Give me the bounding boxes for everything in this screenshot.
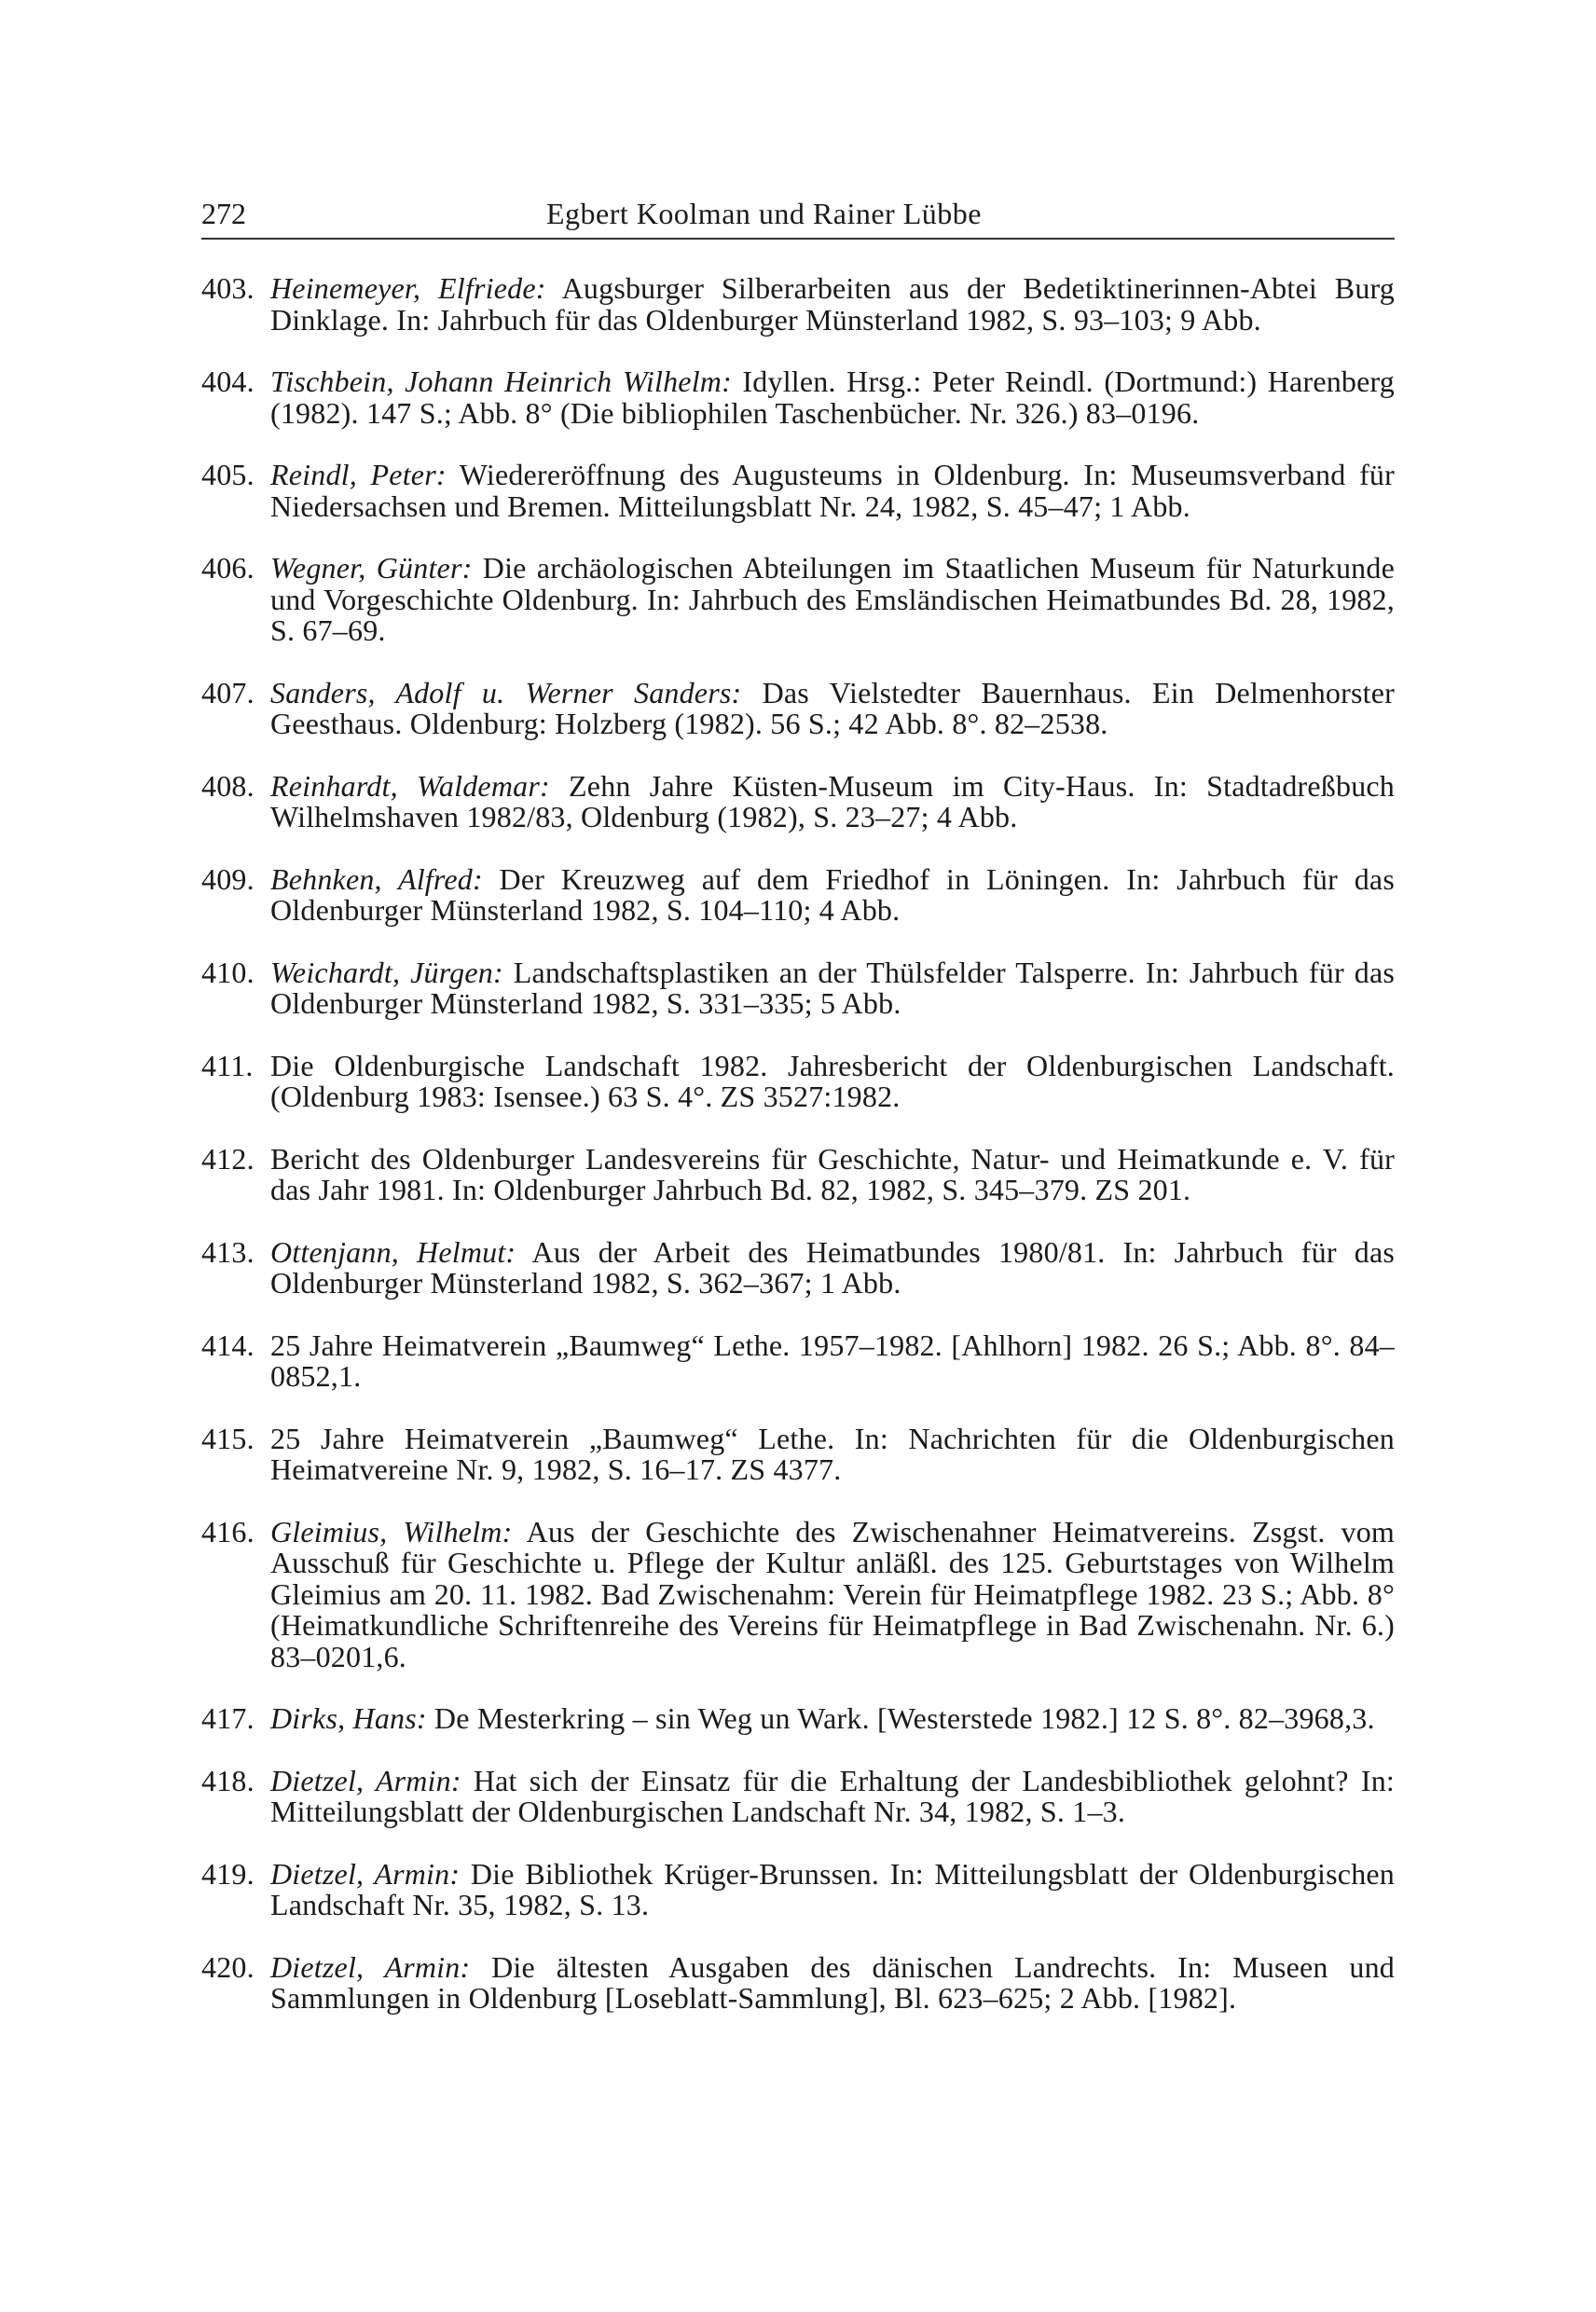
bibliography-entry — [201, 861, 1395, 927]
bibliography-entry — [201, 460, 1395, 522]
entry-text: Augsburger Silberarbeiten aus der Bedetiktinerinnen-Abtei Burg Dinklage. In: Jahrbuch für das Oldenburger Münsterland 1982, S. 93–103; 9 Abb. — [270, 271, 1395, 337]
bibliography-entry — [201, 768, 1395, 833]
entry-text: 25 Jahre Heimatverein „Baumweg“ Lethe. 1957–1982. [Ahlhorn] 1982. 26 S.; Abb. 8°. 84–0852,1. — [270, 1328, 1395, 1393]
page-number: 272 — [201, 197, 246, 230]
bibliography-entry — [201, 1856, 1395, 1921]
entry-number: 410. — [201, 955, 255, 989]
entry-author: Weichardt, Jürgen: — [270, 955, 503, 989]
entry-author: Dirks, Hans: — [270, 1701, 427, 1735]
entry-author: Ottenjann, Helmut: — [270, 1234, 516, 1269]
entry-author: Dietzel, Armin: — [270, 1763, 461, 1797]
running-header — [201, 191, 1395, 236]
entry-number: 418. — [201, 1763, 255, 1797]
entry-number: 411. — [201, 1048, 254, 1082]
entry-text: Bericht des Oldenburger Landesvereins für Geschichte, Natur- und Heimatkunde e. V. für das Jahr 1981. In: Oldenburger Jahrbuch Bd. 82, 1982, S. 345–379. ZS 201. — [270, 1141, 1395, 1206]
entry-number: 414. — [201, 1328, 255, 1362]
entry-text: Hat sich der Einsatz für die Erhaltung der Landesbibliothek gelohnt? In: Mitteilungsblatt der Oldenburgischen Landschaft Nr. 34, 1982, S. 1–3. — [270, 1763, 1395, 1828]
entry-number: 415. — [201, 1421, 255, 1455]
bibliography-entry — [201, 1048, 1395, 1113]
entry-author: Gleimius, Wilhelm: — [270, 1514, 513, 1548]
entry-text: Idyllen. Hrsg.: Peter Reindl. (Dortmund:) Harenberg (1982). 147 S.; Abb. 8° (Die bibliophilen Taschenbücher. Nr. 326.) 83–0196. — [270, 365, 1396, 430]
entry-number: 406. — [201, 551, 255, 585]
entry-number: 403. — [201, 271, 255, 305]
header-title: Egbert Koolman und Rainer Lübbe — [546, 197, 982, 230]
entry-number: 419. — [201, 1856, 255, 1891]
bibliography-entry — [201, 957, 1395, 1020]
entry-author: Tischbein, Johann Heinrich Wilhelm: — [270, 365, 732, 398]
entry-author: Wegner, Günter: — [270, 551, 473, 585]
entry-text: Die ältesten Ausgaben des dänischen Landrechts. In: Museen und Sammlungen in Oldenburg [Loseblatt-Sammlung], Bl. 623–625; 2 Abb. [1982]. — [270, 1949, 1395, 2015]
bibliography-entry — [201, 1330, 1395, 1393]
entry-number: 416. — [201, 1514, 255, 1548]
entry-text: Aus der Geschichte des Zwischenahner Heimatvereins. Zsgst. vom Ausschuß für Geschichte u. Pflege der Kultur anläßl. des 125. Geburtstages von Wilhelm Gleimius am 20. 11. 1982. Bad Zwischenahm: Verein für Heimatpflege 1982. 23 S.; Abb. 8° (Heimatkundliche Schriftenreihe des Vereins für Heimatpflege in Bad Zwischenahn. Nr. 6.) 83–0201,6. — [270, 1514, 1395, 1673]
entry-text: 25 Jahre Heimatverein „Baumweg“ Lethe. In: Nachrichten für die Oldenburgischen Heimatvereine Nr. 9, 1982, S. 16–17. ZS 4377. — [270, 1421, 1395, 1486]
entry-author: Sanders, Adolf u. Werner Sanders: — [270, 675, 742, 709]
entry-text: De Mesterkring – sin Weg un Wark. [Westerstede 1982.] 12 S. 8°. 82–3968,3. — [426, 1701, 1375, 1735]
bibliography-entry — [201, 273, 1395, 336]
entry-author: Dietzel, Armin: — [270, 1949, 471, 1984]
entry-number: 417. — [201, 1701, 255, 1735]
entry-text: Landschaftsplastiken an der Thülsfelder Talsperre. In: Jahrbuch für das Oldenburger Münsterland 1982, S. 331–335; 5 Abb. — [270, 955, 1395, 1020]
entry-number: 420. — [201, 1949, 255, 1984]
bibliography-entry — [201, 1234, 1395, 1300]
entry-author: Reindl, Peter: — [270, 458, 447, 491]
entry-number: 413. — [201, 1234, 255, 1269]
entry-author: Behnken, Alfred: — [270, 861, 483, 896]
entry-number: 404. — [201, 365, 255, 398]
bibliography-entry — [201, 553, 1395, 647]
entry-text: Die Oldenburgische Landschaft 1982. Jahresbericht der Oldenburgischen Landschaft. (Oldenburg 1983: Isensee.) 63 S. 4°. ZS 3527:1982. — [270, 1048, 1395, 1113]
bibliography-list — [201, 273, 1395, 2045]
entry-number: 409. — [201, 861, 255, 896]
bibliography-entry — [201, 1514, 1395, 1673]
bibliography-entry — [201, 366, 1395, 429]
entry-number: 405. — [201, 458, 255, 491]
entry-number: 412. — [201, 1141, 255, 1176]
bibliography-entry — [201, 675, 1395, 740]
entry-author: Dietzel, Armin: — [270, 1856, 461, 1891]
bibliography-entry — [201, 1141, 1395, 1206]
entry-text: Das Vielstedter Bauernhaus. Ein Delmenhorster Geesthaus. Oldenburg: Holzberg (1982). 56 S.; 42 Abb. 8°. 82–2538. — [270, 675, 1395, 740]
entry-text: Die archäologischen Abteilungen im Staatlichen Museum für Naturkunde und Vorgeschichte Oldenburg. In: Jahrbuch des Emsländischen Heimatbundes Bd. 28, 1982, S. 67–69. — [270, 551, 1395, 647]
entry-number: 407. — [201, 675, 255, 709]
bibliography-entry — [201, 1949, 1395, 2015]
entry-text: Die Bibliothek Krüger-Brunssen. In: Mitteilungsblatt der Oldenburgischen Landschaft Nr. 35, 1982, S. 13. — [270, 1856, 1395, 1921]
entry-number: 408. — [201, 768, 255, 803]
entry-text: Wiedereröffnung des Augusteums in Oldenburg. In: Museumsverband für Niedersachsen und Bremen. Mitteilungsblatt Nr. 24, 1982, S. 45–47; 1 Abb. — [270, 458, 1395, 523]
entry-text: Der Kreuzweg auf dem Friedhof in Löningen. In: Jahrbuch für das Oldenburger Münsterland 1982, S. 104–110; 4 Abb. — [270, 861, 1395, 927]
bibliography-entry — [201, 1421, 1395, 1486]
entry-text: Zehn Jahre Küsten-Museum im City-Haus. In: Stadtadreßbuch Wilhelmshaven 1982/83, Oldenburg (1982), S. 23–27; 4 Abb. — [270, 768, 1395, 833]
entry-author: Heinemeyer, Elfriede: — [270, 271, 546, 305]
entry-text: Aus der Arbeit des Heimatbundes 1980/81. In: Jahrbuch für das Oldenburger Münsterland 1982, S. 362–367; 1 Abb. — [270, 1234, 1395, 1300]
bibliography-entry — [201, 1763, 1395, 1828]
bibliography-entry — [201, 1703, 1395, 1735]
header-rule — [201, 238, 1395, 240]
entry-author: Reinhardt, Waldemar: — [270, 768, 550, 803]
